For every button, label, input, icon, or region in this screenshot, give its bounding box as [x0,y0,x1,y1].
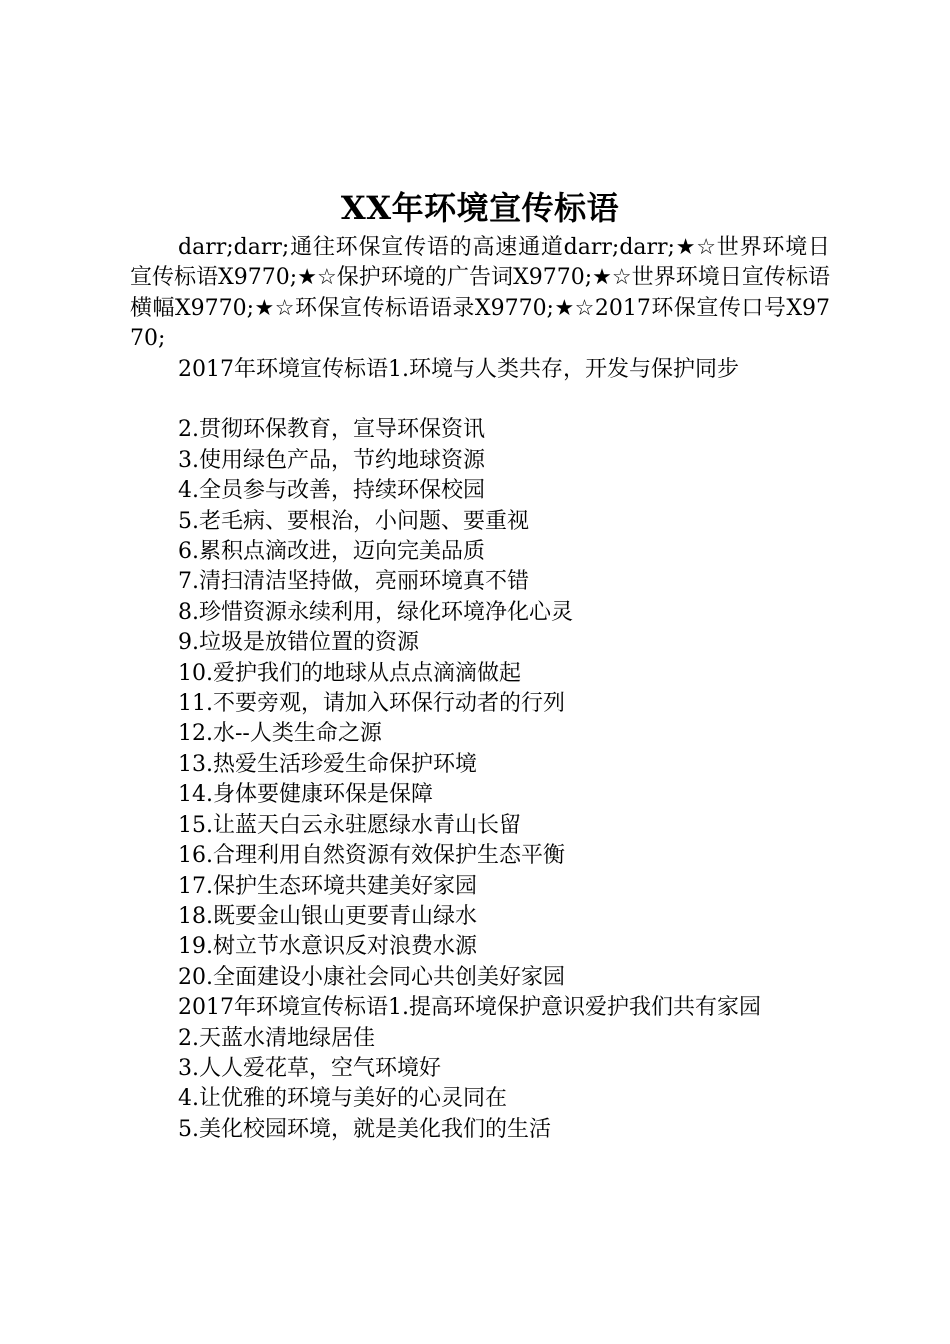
slogan-item: 6.累积点滴改进，迈向完美品质 [178,539,485,565]
section2-heading: 2017年环境宣传标语1.提高环境保护意识爱护我们共有家园 [178,995,761,1021]
slogan-item: 3.人人爱花草，空气环境好 [178,1055,441,1081]
section1-heading: 2017年环境宣传标语1.环境与人类共存，开发与保护同步 [178,356,739,382]
slogan-item: 2.贯彻环保教育，宣导环保资讯 [178,417,485,443]
slogan-item: 19.树立节水意识反对浪费水源 [178,934,477,960]
slogan-item: 18.既要金山银山更要青山绿水 [178,903,477,929]
document-page [130,183,830,1145]
slogan-item: 2.天蓝水清地绿居佳 [178,1025,375,1051]
intro-paragraph: darr;darr;通往环保宣传语的高速通道darr;darr;★☆世界环境日宣传标语X9770;★☆保护环境的广告词X9770;★☆世界环境日宣传标语横幅X9770;★☆环保宣传标语语录X9770;★☆2017环保宣传口号X9770; [130,235,830,352]
slogan-item: 20.全面建设小康社会同心共创美好家园 [178,964,565,990]
slogan-item: 12.水--人类生命之源 [178,721,382,747]
slogan-item: 4.全员参与改善，持续环保校园 [178,478,485,504]
slogan-item: 17.保护生态环境共建美好家园 [178,873,477,899]
slogan-item: 13.热爱生活珍爱生命保护环境 [178,751,477,777]
slogan-item: 9.垃圾是放错位置的资源 [178,630,419,656]
slogan-item: 11.不要旁观，请加入环保行动者的行列 [178,691,565,717]
slogan-item: 8.珍惜资源永续利用，绿化环境净化心灵 [178,599,573,625]
slogan-item: 15.让蓝天白云永驻愿绿水青山长留 [178,812,521,838]
blank-line [130,385,830,415]
slogan-item: 5.美化校园环境，就是美化我们的生活 [178,1116,551,1142]
slogan-item: 4.让优雅的环境与美好的心灵同在 [178,1086,507,1112]
slogan-item: 16.合理利用自然资源有效保护生态平衡 [178,843,565,869]
section1-list [130,415,830,993]
document-title: XX年环境宣传标语 [340,189,620,227]
slogan-item: 7.清扫清洁坚持做，亮丽环境真不错 [178,569,529,595]
section2-list [130,1024,830,1146]
slogan-item: 10.爱护我们的地球从点点滴滴做起 [178,660,521,686]
slogan-item: 5.老毛病、要根治，小问题、要重视 [178,508,529,534]
slogan-item: 3.使用绿色产品，节约地球资源 [178,447,485,473]
slogan-item: 14.身体要健康环保是保障 [178,782,433,808]
